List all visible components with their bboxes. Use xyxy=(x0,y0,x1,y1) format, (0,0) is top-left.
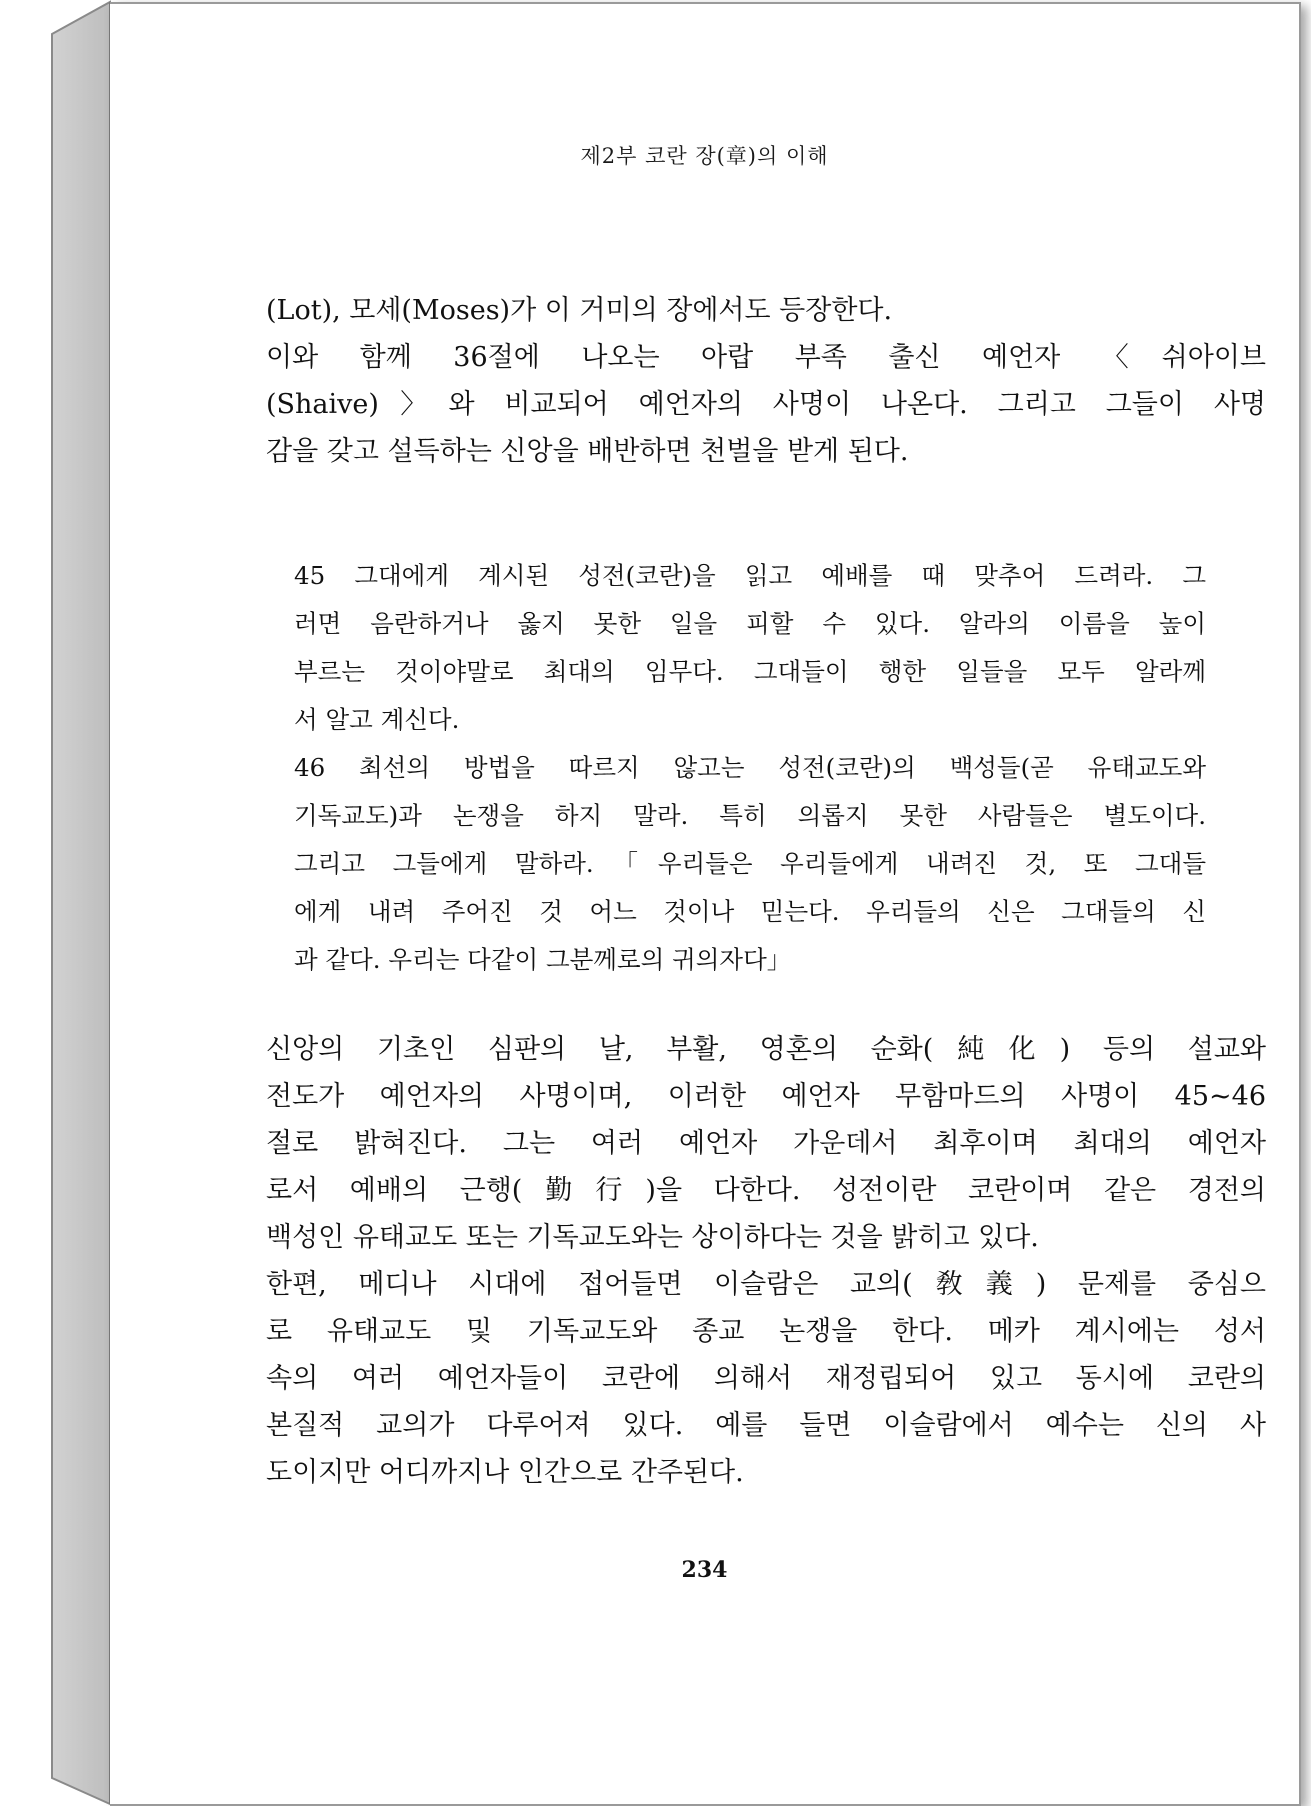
running-head: 제2부 코란 장(章)의 이해 xyxy=(580,144,829,168)
text-line: 도이지만 어디까지나 인간으로 간주된다. xyxy=(266,1457,744,1488)
paragraph-2 xyxy=(266,1026,1266,1496)
verse-line: 과 같다. 우리는 다같이 그분께로의 귀의자다」 xyxy=(294,945,792,974)
verse-line: 46 최선의 방법을 따르지 않고는 성전(코란)의 백성들(곧 유태교도와 xyxy=(294,753,1206,782)
verse-line: 에게 내려 주어진 것 어느 것이나 믿는다. 우리들의 신은 그대들의 신 xyxy=(294,897,1206,926)
verse-line: 서 알고 계신다. xyxy=(294,705,460,734)
page-number: 234 xyxy=(681,1557,728,1583)
text-line: 속의 여러 예언자들이 코란에 의해서 재정립되어 있고 동시에 코란의 xyxy=(266,1363,1266,1394)
book-page xyxy=(110,2,1301,1806)
paragraph-1 xyxy=(266,287,1266,475)
text-line: 신앙의 기초인 심판의 날, 부활, 영혼의 순화(純化) 등의 설교와 xyxy=(266,1034,1266,1065)
verse-line: 45 그대에게 계시된 성전(코란)을 읽고 예배를 때 맞추어 드려라. 그 xyxy=(294,561,1206,590)
text-line: 한편, 메디나 시대에 접어들면 이슬람은 교의(敎義) 문제를 중심으 xyxy=(266,1269,1266,1300)
text-line: 감을 갖고 설득하는 신앙을 배반하면 천벌을 받게 된다. xyxy=(266,436,909,467)
text-line: 본질적 교의가 다루어져 있다. 예를 들면 이슬람에서 예수는 신의 사 xyxy=(266,1410,1266,1441)
text-line: (Lot), 모세(Moses)가 이 거미의 장에서도 등장한다. xyxy=(266,295,893,326)
text-line: 백성인 유태교도 또는 기독교도와는 상이하다는 것을 밝히고 있다. xyxy=(266,1222,1039,1253)
text-line: 절로 밝혀진다. 그는 여러 예언자 가운데서 최후이며 최대의 예언자 xyxy=(266,1128,1266,1159)
text-line: 이와 함께 36절에 나오는 아랍 부족 출신 예언자 〈쉬아이브 xyxy=(266,342,1266,373)
scripture-quote xyxy=(294,552,1206,984)
verse-line: 그리고 그들에게 말하라.「우리들은 우리들에게 내려진 것, 또 그대들 xyxy=(294,849,1206,878)
verse-line: 기독교도)과 논쟁을 하지 말라. 특히 의롭지 못한 사람들은 별도이다. xyxy=(294,801,1206,830)
book-spine xyxy=(0,0,112,1806)
text-line: 전도가 예언자의 사명이며, 이러한 예언자 무함마드의 사명이 45~46 xyxy=(266,1081,1266,1112)
text-line: (Shaive)〉와 비교되어 예언자의 사명이 나온다. 그리고 그들이 사명 xyxy=(266,389,1266,420)
verse-line: 러면 음란하거나 옳지 못한 일을 피할 수 있다. 알라의 이름을 높이 xyxy=(294,609,1206,638)
verse-line: 부르는 것이야말로 최대의 임무다. 그대들이 행한 일들을 모두 알라께 xyxy=(294,657,1206,686)
text-line: 로 유태교도 및 기독교도와 종교 논쟁을 한다. 메카 계시에는 성서 xyxy=(266,1316,1266,1347)
text-line: 로서 예배의 근행(勤行)을 다한다. 성전이란 코란이며 같은 경전의 xyxy=(266,1175,1266,1206)
